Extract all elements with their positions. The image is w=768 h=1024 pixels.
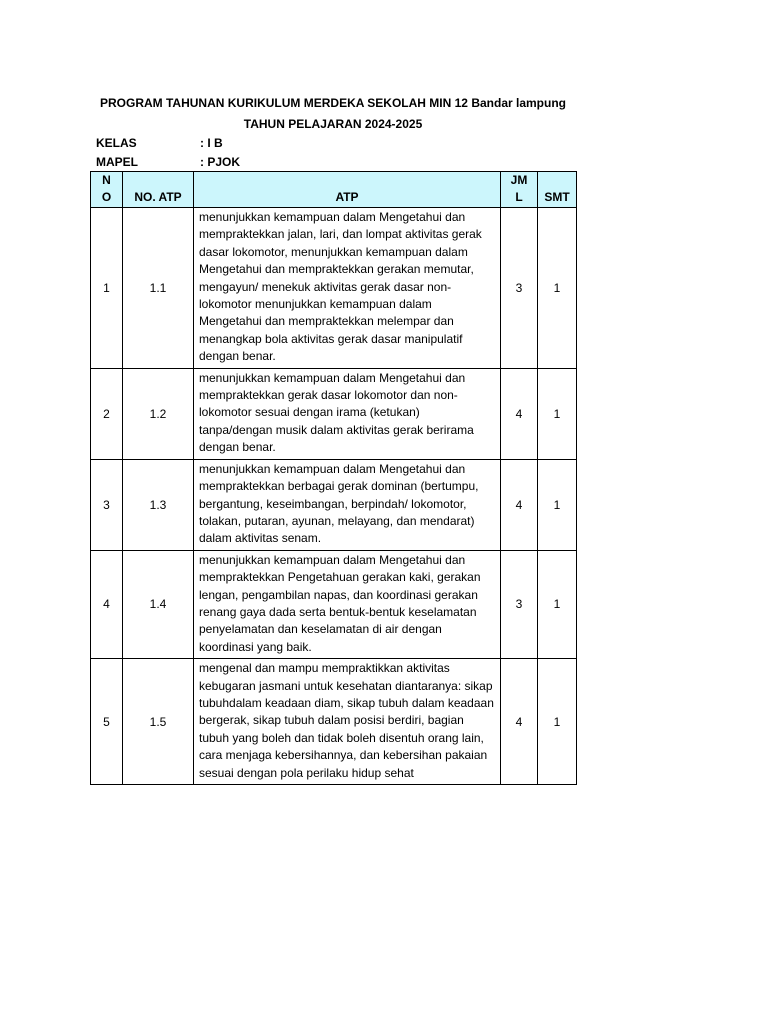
cell-jml: 3 (501, 208, 538, 369)
mapel-value: : PJOK (200, 155, 241, 169)
table-row (91, 368, 577, 459)
cell-no-atp: 1.2 (123, 368, 194, 459)
cell-smt: 1 (538, 208, 577, 369)
atp-table (90, 171, 577, 785)
table-row (91, 659, 577, 785)
mapel-label: MAPEL (96, 155, 138, 169)
cell-atp: menunjukkan kemampuan dalam Mengetahui dan mempraktekkan Pengetahuan gerakan kaki, gerakan lengan, pengambilan napas, dan koordinasi gerakan renang gaya dada serta bentuk-bentuk keselamatan penyelamatan dan keselamatan di air dengan koordinasi yang baik. (194, 550, 501, 658)
header-jml: JM L (501, 172, 538, 208)
cell-no-atp: 1.5 (123, 659, 194, 785)
cell-atp: mengenal dan mampu mempraktikkan aktivitas kebugaran jasmani untuk kesehatan diantaranya: sikap tubuhdalam keadaan diam, sikap tubuh dalam keadaan bergerak, sikap tubuh dalam posisi berdiri, bagian tubuh yang boleh dan tidak boleh disentuh orang lain, cara menjaga kebersihannya, dan kebersihan pakaian sesuai dengan pola perilaku hidup sehat (194, 659, 501, 785)
table-header-row (91, 172, 577, 208)
cell-no-atp: 1.4 (123, 550, 194, 658)
header-smt: SMT (538, 172, 577, 208)
cell-smt: 1 (538, 459, 577, 550)
cell-no-atp: 1.3 (123, 459, 194, 550)
cell-smt: 1 (538, 659, 577, 785)
cell-smt: 1 (538, 550, 577, 658)
header-atp: ATP (194, 172, 501, 208)
cell-no: 1 (91, 208, 123, 369)
cell-no: 2 (91, 368, 123, 459)
table-row (91, 208, 577, 369)
cell-no-atp: 1.1 (123, 208, 194, 369)
cell-jml: 4 (501, 459, 538, 550)
header-no-atp: NO. ATP (123, 172, 194, 208)
cell-no: 3 (91, 459, 123, 550)
cell-atp: menunjukkan kemampuan dalam Mengetahui dan mempraktekkan jalan, lari, dan lompat aktivitas gerak dasar lokomotor, menunjukkan kemampuan dalam Mengetahui dan mempraktekkan gerakan memutar, mengayun/ menekuk aktivitas gerak dasar non-lokomotor menunjukkan kemampuan dalam Mengetahui dan mempraktekkan melempar dan menangkap bola aktivitas gerak dasar manipulatif dengan benar. (194, 208, 501, 369)
document-subtitle: TAHUN PELAJARAN 2024-2025 (243, 117, 423, 131)
cell-atp: menunjukkan kemampuan dalam Mengetahui dan mempraktekkan gerak dasar lokomotor dan non-lokomotor sesuai dengan irama (ketukan) tanpa/dengan musik dalam aktivitas gerak berirama dengan benar. (194, 368, 501, 459)
cell-jml: 3 (501, 550, 538, 658)
cell-no: 4 (91, 550, 123, 658)
mapel-row (96, 155, 240, 169)
cell-smt: 1 (538, 368, 577, 459)
kelas-value: : I B (200, 136, 223, 150)
cell-jml: 4 (501, 368, 538, 459)
table-row (91, 550, 577, 658)
cell-no: 5 (91, 659, 123, 785)
kelas-row (96, 136, 223, 150)
cell-atp: menunjukkan kemampuan dalam Mengetahui dan mempraktekkan berbagai gerak dominan (bertumpu, bergantung, keseimbangan, berpindah/ lokomotor, tolakan, putaran, ayunan, melayang, dan mendarat) dalam aktivitas senam. (194, 459, 501, 550)
header-no: N O (91, 172, 123, 208)
table-row (91, 459, 577, 550)
cell-jml: 4 (501, 659, 538, 785)
kelas-label: KELAS (96, 136, 137, 150)
document-title: PROGRAM TAHUNAN KURIKULUM MERDEKA SEKOLAH MIN 12 Bandar lampung (99, 96, 566, 110)
